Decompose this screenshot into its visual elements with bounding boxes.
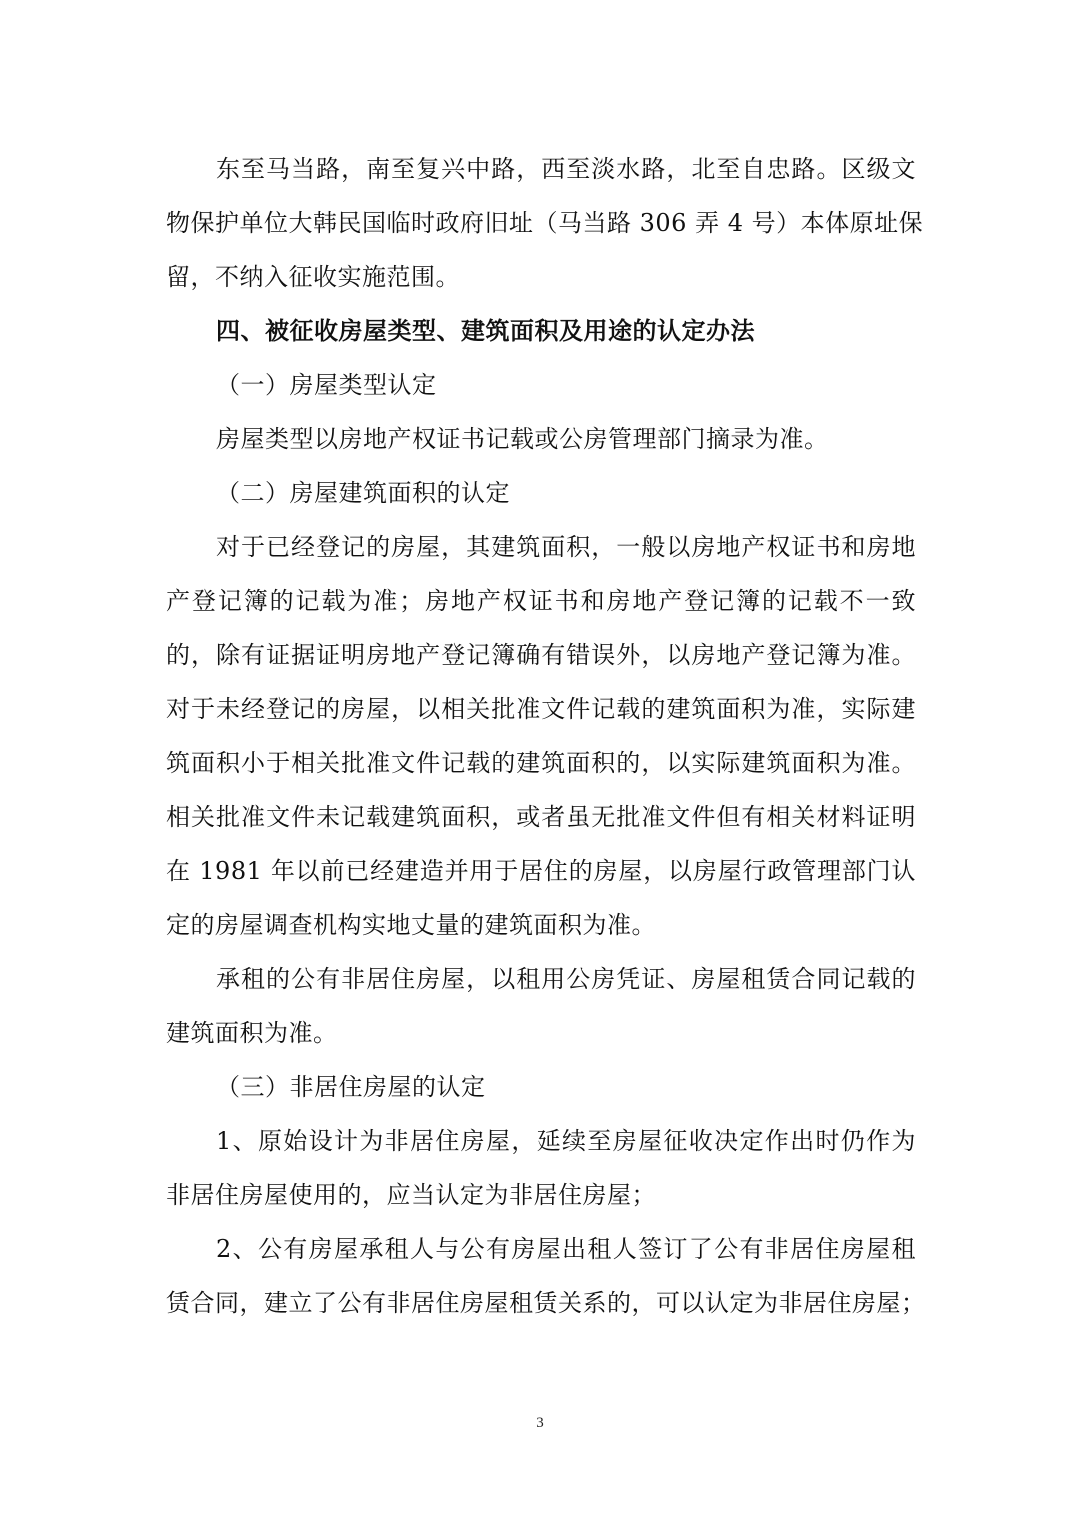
text-line: 筑面积小于相关批准文件记载的建筑面积的，以实际建筑面积为准。 [166,749,916,777]
text-line: 物保护单位大韩民国临时政府旧址（马当路 306 弄 4 号）本体原址保 [166,209,924,237]
text-line: 赁合同，建立了公有非居住房屋租赁关系的，可以认定为非居住房屋； [166,1289,926,1317]
section-heading: 四、被征收房屋类型、建筑面积及用途的认定办法 [216,316,755,345]
text-line: 定的房屋调查机构实地丈量的建筑面积为准。 [166,911,656,939]
text-line: 留，不纳入征收实施范围。 [166,263,460,291]
text-line: 建筑面积为准。 [166,1019,338,1047]
subsection-heading: （二）房屋建筑面积的认定 [216,479,510,507]
paragraph [166,1114,916,1222]
text-line: 非居住房屋使用的，应当认定为非居住房屋； [166,1181,656,1209]
text-line: 在 1981 年以前已经建造并用于居住的房屋，以房屋行政管理部门认 [166,857,916,885]
text-line: 1、原始设计为非居住房屋，延续至房屋征收决定作出时仍作为 [216,1127,916,1155]
text-line: 对于未经登记的房屋，以相关批准文件记载的建筑面积为准，实际建 [166,695,916,723]
text-line: 房屋类型以房地产权证书记载或公房管理部门摘录为准。 [216,425,829,453]
text-line: 产登记簿的记载为准；房地产权证书和房地产登记簿的记载不一致 [166,587,916,615]
subsection-heading: （三）非居住房屋的认定 [216,1073,486,1101]
text-line: 东至马当路，南至复兴中路，西至淡水路，北至自忠路。区级文 [216,155,916,183]
paragraph [166,142,924,304]
text-line: 承租的公有非居住房屋，以租用公房凭证、房屋租赁合同记载的 [216,965,916,993]
page-number: 3 [536,1415,544,1431]
document-body [166,142,926,1330]
paragraph [166,520,916,952]
text-line: 2、公有房屋承租人与公有房屋出租人签订了公有非居住房屋租 [216,1235,916,1263]
paragraph [166,1222,926,1330]
subsection-heading: （一）房屋类型认定 [216,371,437,399]
text-line: 对于已经登记的房屋，其建筑面积，一般以房地产权证书和房地 [216,533,916,561]
text-line: 的，除有证据证明房地产登记簿确有错误外，以房地产登记簿为准。 [166,641,916,669]
paragraph [166,952,916,1060]
text-line: 相关批准文件未记载建筑面积，或者虽无批准文件但有相关材料证明 [166,803,916,831]
